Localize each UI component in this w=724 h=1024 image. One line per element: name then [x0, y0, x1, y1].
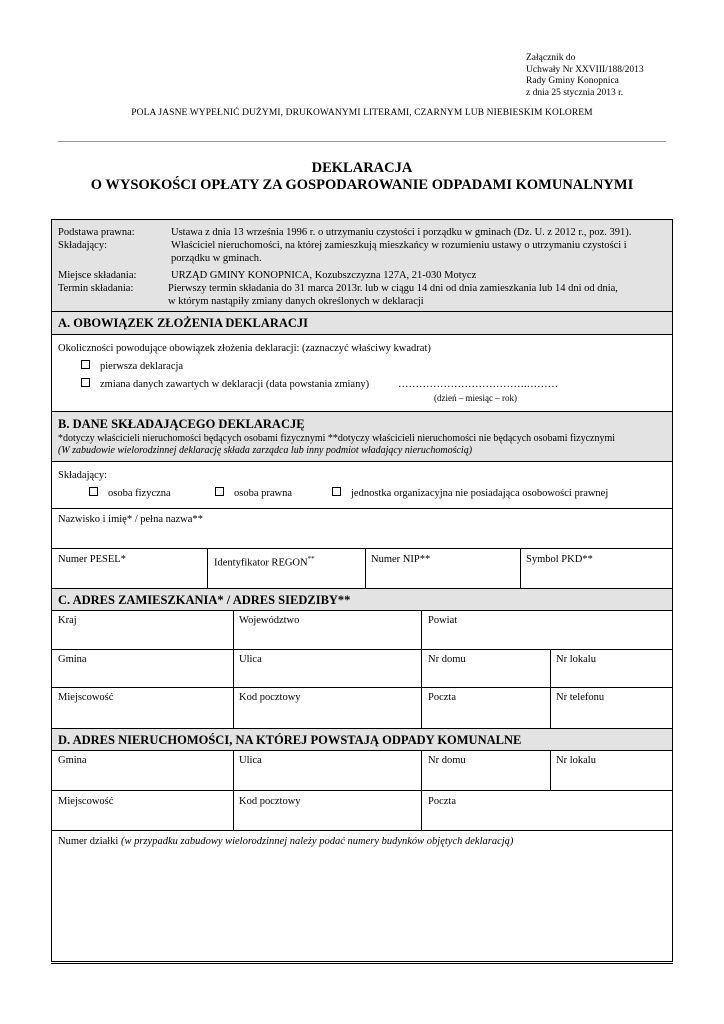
poczta-label: Poczta: [428, 692, 456, 703]
kod-pocztowy-label: Kod pocztowy: [239, 692, 301, 703]
section-a-header: [52, 311, 672, 334]
plot-number-field[interactable]: [52, 830, 672, 961]
change-date-field[interactable]: ……………………………….………: [398, 379, 559, 390]
divider: [233, 688, 234, 729]
identifiers-row: [52, 548, 672, 588]
attachment-line: Rady Gminy Konopnica: [526, 76, 619, 86]
checkbox[interactable]: [81, 360, 90, 369]
skladajacy-value-cont: porządku w gminach.: [171, 253, 262, 264]
divider: [365, 549, 366, 589]
pesel-label: Numer PESEL*: [58, 554, 126, 565]
divider: [233, 751, 234, 791]
checkbox[interactable]: [332, 487, 341, 496]
name-label: Nazwisko i imię* / pełna nazwa**: [58, 514, 203, 525]
kraj-label: Kraj: [58, 615, 77, 626]
option-data-change[interactable]: [81, 378, 369, 391]
skladajacy-value: Właściciel nieruchomości, na której zamieszkują mieszkańcy w rozumieniu ustawy o utrzymaniu czystości i: [171, 240, 627, 251]
gmina-label: Gmina: [58, 654, 87, 665]
section-d-title: D. ADRES NIERUCHOMOŚCI, NA KTÓREJ POWSTAJĄ ODPADY KOMUNALNE: [58, 733, 522, 747]
nip-label: Numer NIP**: [371, 554, 431, 565]
name-field[interactable]: [52, 508, 672, 548]
wojewodztwo-label: Województwo: [239, 615, 300, 626]
miejscowosc-label: Miejscowość: [58, 796, 114, 807]
option-label: osoba prawna: [234, 488, 293, 499]
attachment-note: [526, 53, 644, 99]
podstawa-label: Podstawa prawna:: [58, 227, 135, 238]
section-b-title: B. DANE SKŁADAJĄCEGO DEKLARACJĘ: [58, 417, 305, 431]
option-label: pierwsza deklaracja: [100, 361, 184, 372]
plot-hint: (w przypadku zabudowy wielorodzinnej należy podać numery budynków objętych deklaracją): [120, 836, 514, 847]
ulica-label: Ulica: [239, 654, 262, 665]
pkd-label: Symbol PKD**: [526, 554, 593, 565]
attachment-line: z dnia 25 stycznia 2013 r.: [526, 87, 624, 98]
regon-text: Identyfikator REGON: [214, 557, 308, 569]
divider: [550, 751, 551, 791]
divider: [233, 650, 234, 688]
section-a-body: [52, 334, 672, 411]
option-label: zmiana danych zawartych w deklaracji (data powstania zmiany): [100, 379, 370, 390]
plot-number-label: [58, 835, 513, 848]
option-first-declaration[interactable]: [81, 360, 183, 373]
option-organizational-unit[interactable]: [332, 487, 608, 500]
address-row-3: [52, 687, 672, 728]
section-b-note: *dotyczy właścicieli nieruchomości będących osobami fizycznymi **dotyczy właścicieli nieruchomości nie będących osobami fizycznymi: [58, 433, 616, 444]
miejsce-label: Miejsce składania:: [58, 270, 137, 281]
divider: [520, 549, 521, 589]
regon-sup: **: [307, 555, 315, 563]
miejsce-value: URZĄD GMINY KONOPNICA, Kozubszczyzna 127A, 21-030 Motycz: [171, 270, 477, 281]
title-line-1: DEKLARACJA: [311, 160, 413, 176]
declaration-form: [51, 219, 673, 962]
attachment-line: Uchwały Nr XXVIII/188/2013: [526, 64, 644, 75]
skladajacy-label: Składający:: [58, 240, 107, 251]
podstawa-value: Ustawa z dnia 13 września 1996 r. o utrzymaniu czystości i porządku w gminach (Dz. U. z 2012 r., poz. 391).: [171, 227, 632, 238]
divider: [233, 791, 234, 831]
checkbox[interactable]: [81, 378, 90, 387]
termin-label: Termin składania:: [58, 283, 134, 294]
divider: [550, 688, 551, 729]
section-a-intro: Okoliczności powodujące obowiązek złożenia deklaracji: (zaznaczyć właściwy kwadrat): [58, 343, 431, 354]
address-row-1: [52, 610, 672, 649]
legal-basis-block: [52, 220, 672, 311]
section-a-title: A. OBOWIĄZEK ZŁOŻENIA DEKLARACJI: [58, 316, 309, 330]
title-line-2: O WYSOKOŚCI OPŁATY ZA GOSPODAROWANIE ODPADAMI KOMUNALNYMI: [90, 177, 634, 193]
divider: [421, 751, 422, 791]
divider: [207, 549, 208, 589]
property-row-2: [52, 790, 672, 830]
divider: [421, 791, 422, 831]
address-row-2: [52, 649, 672, 687]
separator-line: [58, 141, 666, 142]
divider: [421, 688, 422, 729]
nr-domu-label: Nr domu: [428, 755, 466, 766]
fill-instruction: POLA JASNE WYPEŁNIĆ DUŻYMI, DRUKOWANYMI LITERAMI, CZARNYM LUB NIEBIESKIM KOLOREM: [131, 108, 593, 118]
divider: [421, 650, 422, 688]
option-label: jednostka organizacyjna nie posiadająca osobowości prawnej: [351, 488, 609, 499]
submitter-type-label: Składający:: [58, 470, 107, 481]
section-c-title: C. ADRES ZAMIESZKANIA* / ADRES SIEDZIBY**: [58, 593, 351, 607]
termin-value: Pierwszy termin składania do 31 marca 2013r. lub w ciągu 14 dni od dnia zamieszkania lub 14 dni od dnia,: [168, 283, 618, 294]
option-natural-person[interactable]: [89, 487, 171, 500]
option-label: osoba fizyczna: [108, 488, 171, 499]
section-b-header: [52, 411, 672, 461]
regon-label: [214, 553, 315, 570]
date-format-hint: (dzień – miesiąc – rok): [434, 393, 517, 403]
nr-domu-label: Nr domu: [428, 654, 466, 665]
ulica-label: Ulica: [239, 755, 262, 766]
section-d-header: [52, 728, 672, 750]
checkbox[interactable]: [215, 487, 224, 496]
termin-value-cont: w którym nastąpiły zmiany danych określonych w deklaracji: [168, 296, 424, 307]
attachment-line: Załącznik do: [526, 53, 576, 63]
divider: [421, 611, 422, 650]
nr-telefonu-label: Nr telefonu: [556, 692, 605, 703]
kod-pocztowy-label: Kod pocztowy: [239, 796, 301, 807]
checkbox[interactable]: [89, 487, 98, 496]
gmina-label: Gmina: [58, 755, 87, 766]
divider: [233, 611, 234, 650]
poczta-label: Poczta: [428, 796, 456, 807]
nr-lokalu-label: Nr lokalu: [556, 654, 596, 665]
property-row-1: [52, 750, 672, 790]
form-bottom-line: [51, 963, 673, 964]
miejscowosc-label: Miejscowość: [58, 692, 114, 703]
plot-label-text: Numer działki: [58, 836, 119, 847]
divider: [550, 650, 551, 688]
section-c-header: [52, 588, 672, 610]
page-title: [0, 160, 724, 194]
powiat-label: Powiat: [428, 615, 458, 626]
section-b-note-italic: (W zabudowie wielorodzinnej deklarację składa zarządca lub inny podmiot władający nieruchomością): [58, 445, 473, 456]
option-legal-person[interactable]: [215, 487, 292, 500]
submitter-type-row: [52, 461, 672, 508]
nr-lokalu-label: Nr lokalu: [556, 755, 596, 766]
